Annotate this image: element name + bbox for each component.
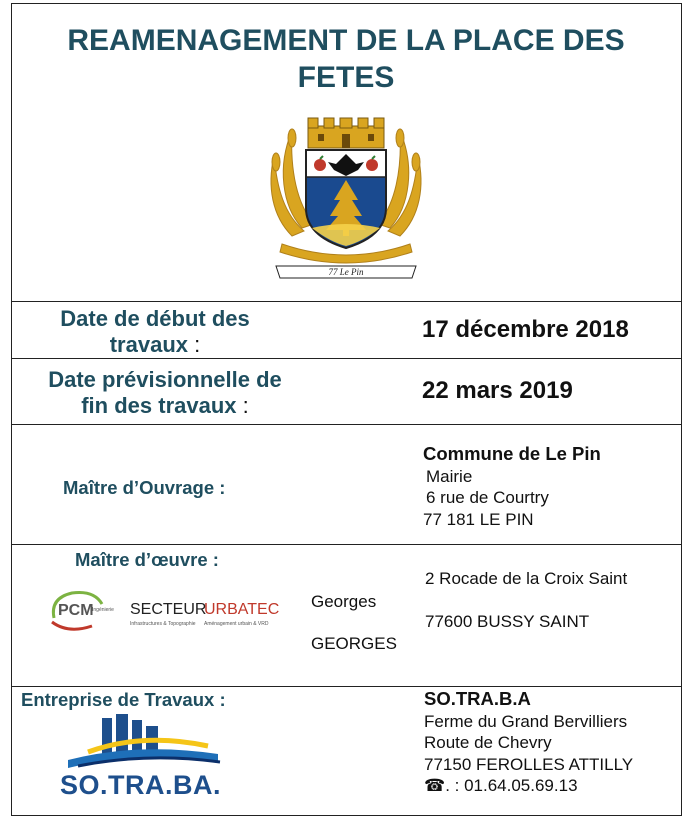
oeuvre-col-b2: 77600 BUSSY SAINT [425, 612, 590, 631]
maitre-ouvrage-line3: 77 181 LE PIN [423, 509, 534, 529]
oeuvre-col-a2: GEORGES [311, 634, 397, 653]
maitre-oeuvre-logo [48, 588, 278, 638]
maitre-ouvrage-label: Maître d’Ouvrage : [63, 477, 226, 498]
sotraba-logo-text: SO.TRA.BA. [60, 770, 222, 800]
date-debut-label-line2: travaux [109, 332, 189, 357]
oeuvre-col-a1: Georges [311, 592, 377, 611]
entreprise-line1: Ferme du Grand Bervilliers [424, 711, 628, 731]
date-fin-label-line2: fin des travaux [81, 393, 237, 418]
entreprise-line3: 77150 FEROLLES ATTILLY [424, 754, 634, 774]
date-fin-colon: : [236, 393, 249, 418]
maitre-ouvrage-line2: 6 rue de Courtry [426, 488, 549, 507]
date-debut-value: 17 décembre 2018 [422, 316, 629, 343]
maitre-ouvrage-address [423, 443, 601, 530]
sotraba-logo-icon [58, 712, 228, 772]
date-debut-label [30, 306, 280, 358]
page-title: REAMENAGEMENT DE LA PLACE DES FETES [67, 24, 625, 94]
secteur-logo-text: SECTEUR [130, 601, 207, 618]
date-fin-label-line1: Date prévisionnelle de [48, 367, 282, 392]
urbatec-logo-text: URBATEC [204, 601, 280, 618]
entreprise-phone: . : 01.64.05.69.13 [445, 776, 578, 795]
entreprise-label: Entreprise de Travaux : [21, 689, 226, 710]
pcm-logo-text: PCM [58, 602, 94, 619]
crest-scroll-text: 77 Le Pin [328, 267, 364, 277]
oeuvre-col-b1: 2 Rocade de la Croix Saint [425, 569, 628, 588]
town-crest-icon [262, 116, 430, 280]
secteur-logo-sub: Infrastructures & Topographie [130, 621, 196, 627]
entreprise-line2: Route de Chevry [424, 733, 552, 752]
date-debut-label-line1: Date de début des [60, 306, 250, 331]
date-fin-label [30, 367, 300, 419]
entreprise-address [424, 688, 633, 797]
entreprise-name: SO.TRA.B.A [424, 688, 531, 709]
maitre-ouvrage-name: Commune de Le Pin [423, 443, 601, 464]
date-debut-colon: : [188, 332, 201, 357]
maitre-ouvrage-line1: Mairie [426, 466, 473, 486]
urbatec-logo-sub: Aménagement urbain & VRD [204, 621, 269, 627]
date-fin-value: 22 mars 2019 [422, 377, 573, 404]
pcm-logo-sub: Ingénierie [92, 607, 114, 613]
phone-icon: ☎ [424, 776, 446, 795]
maitre-oeuvre-label: Maître d’œuvre : [75, 549, 219, 570]
